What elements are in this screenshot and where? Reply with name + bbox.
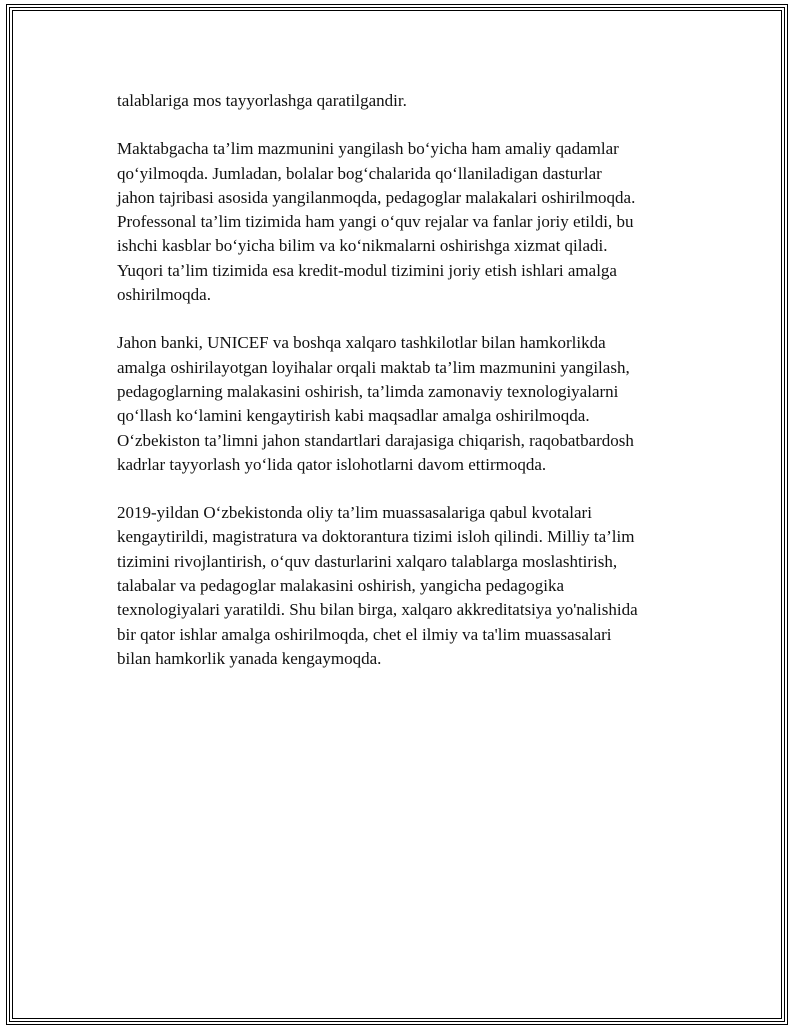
paragraph-4: 2019-yildan O‘zbekistonda oliy ta’lim muassasalariga qabul kvotalari kengaytirildi, magistratura va doktorantura tizimi isloh qilindi. Milliy ta’lim tizimini rivojlantirish, o‘quv dasturlarini xalqaro talablarga moslashtirish, talabalar va pedagoglar malakasini oshirish, yangicha pedagogika texnologiyalari yaratildi. Shu bilan birga, xalqaro akkreditatsiya yo'nalishida bir qator ishlar amalga oshirilmoqda, chet el ilmiy va ta'lim muassasalari bilan hamkorlik yanada kengaymoqda. <box>117 503 638 668</box>
paragraph-1: talablariga mos tayyorlashga qaratilgandir. <box>117 91 407 110</box>
document-body <box>117 89 702 695</box>
paragraph-3: Jahon banki, UNICEF va boshqa xalqaro tashkilotlar bilan hamkorlikda amalga oshirilayotgan loyihalar orqali maktab ta’lim mazmunini yangilash, pedagoglarning malakasini oshirish, ta’limda zamonaviy texnologiyalarni qo‘llash ko‘lamini kengaytirish kabi maqsadlar amalga oshirilmoqda. O‘zbekiston ta’limni jahon standartlari darajasiga chiqarish, raqobatbardosh kadrlar tayyorlash yo‘lida qator islohotlarni davom ettirmoqda. <box>117 333 634 474</box>
paragraph-2: Maktabgacha ta’lim mazmunini yangilash bo‘yicha ham amaliy qadamlar qo‘yilmoqda. Jumladan, bolalar bog‘chalarida qo‘llaniladigan dasturlar jahon tajribasi asosida yangilanmoqda, pedagoglar malakalari oshirilmoqda. Professonal ta’lim tizimida ham yangi o‘quv rejalar va fanlar joriy etildi, bu ishchi kasblar bo‘yicha bilim va ko‘nikmalarni oshirishga xizmat qiladi. Yuqori ta’lim tizimida esa kredit-modul tizimini joriy etish ishlari amalga oshirilmoqda. <box>117 139 636 305</box>
